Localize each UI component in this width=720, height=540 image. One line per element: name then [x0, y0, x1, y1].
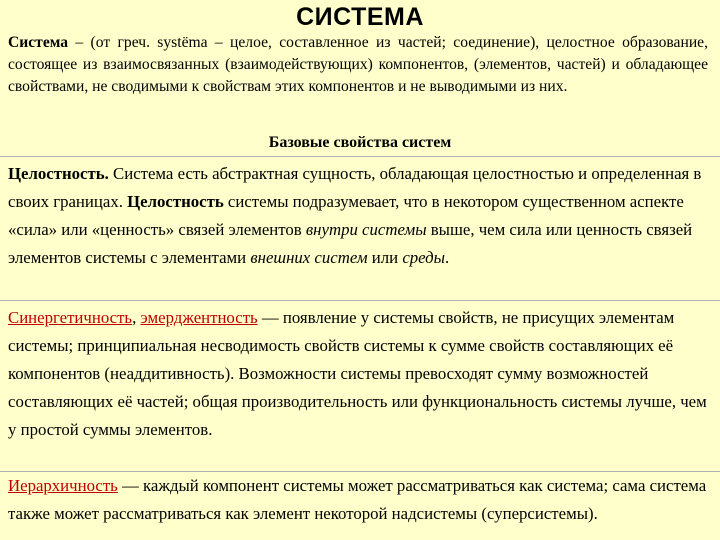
hierarchy-link[interactable]: Иерархичность — [8, 476, 118, 495]
integrity-text-5: . — [445, 248, 450, 267]
slide-title: СИСТЕМА — [296, 3, 424, 31]
integrity-text-4: или — [367, 248, 403, 267]
divider — [0, 156, 720, 157]
synergy-text: — появление у системы свойств, не присущих элементам системы; принципиальная несводимость свойств системы к сумме свойств составляющих её компонентов (неаддитивность). Возможности системы превосходят сумму возможностей составляющих её частей; общая производительность или функциональность системы лучше, чем у простой суммы элементов. — [8, 308, 707, 439]
integrity-text-2: системы подразумевает, что в некотором существенном аспекте «сила» или «ценность» связей элементов — [8, 192, 684, 239]
integrity-term-2: Целостность — [127, 192, 224, 211]
hierarchy-paragraph — [8, 472, 714, 528]
definition-text: – (от греч. systёma – целое, составленное из частей; соединение), целостное образование, состоящее из взаимосвязанных (взаимодействующих) компонентов, (элементов, частей) и обладающее свойствами, не сводимыми к свойствам этих компонентов и не выводимыми из них. — [8, 34, 708, 95]
definition-term: Система — [8, 34, 69, 51]
integrity-italic-2: внешних систем — [250, 248, 368, 267]
integrity-term: Целостность. — [8, 164, 109, 183]
hierarchy-text: — каждый компонент системы может рассматриваться как система; сама система также может рассматриваться как элемент некоторой надсистемы (суперсистемы). — [8, 476, 707, 523]
integrity-text-3: выше, чем сила или ценность связей элементов системы с элементами — [8, 220, 693, 267]
synergy-paragraph — [8, 304, 714, 444]
integrity-paragraph — [8, 160, 714, 272]
synergy-separator: , — [132, 308, 141, 327]
integrity-italic-3: среды — [402, 248, 446, 267]
definition-paragraph — [8, 32, 708, 98]
divider — [0, 300, 720, 301]
synergy-link[interactable]: Синергетичность — [8, 308, 133, 327]
emergence-link[interactable]: эмерджентность — [140, 308, 258, 327]
integrity-text-1: Система есть абстрактная сущность, обладающая целостностью и определенная в своих границах. — [8, 164, 702, 211]
section-subheading: Базовые свойства систем — [268, 134, 452, 151]
integrity-italic-1: внутри системы — [305, 220, 427, 239]
